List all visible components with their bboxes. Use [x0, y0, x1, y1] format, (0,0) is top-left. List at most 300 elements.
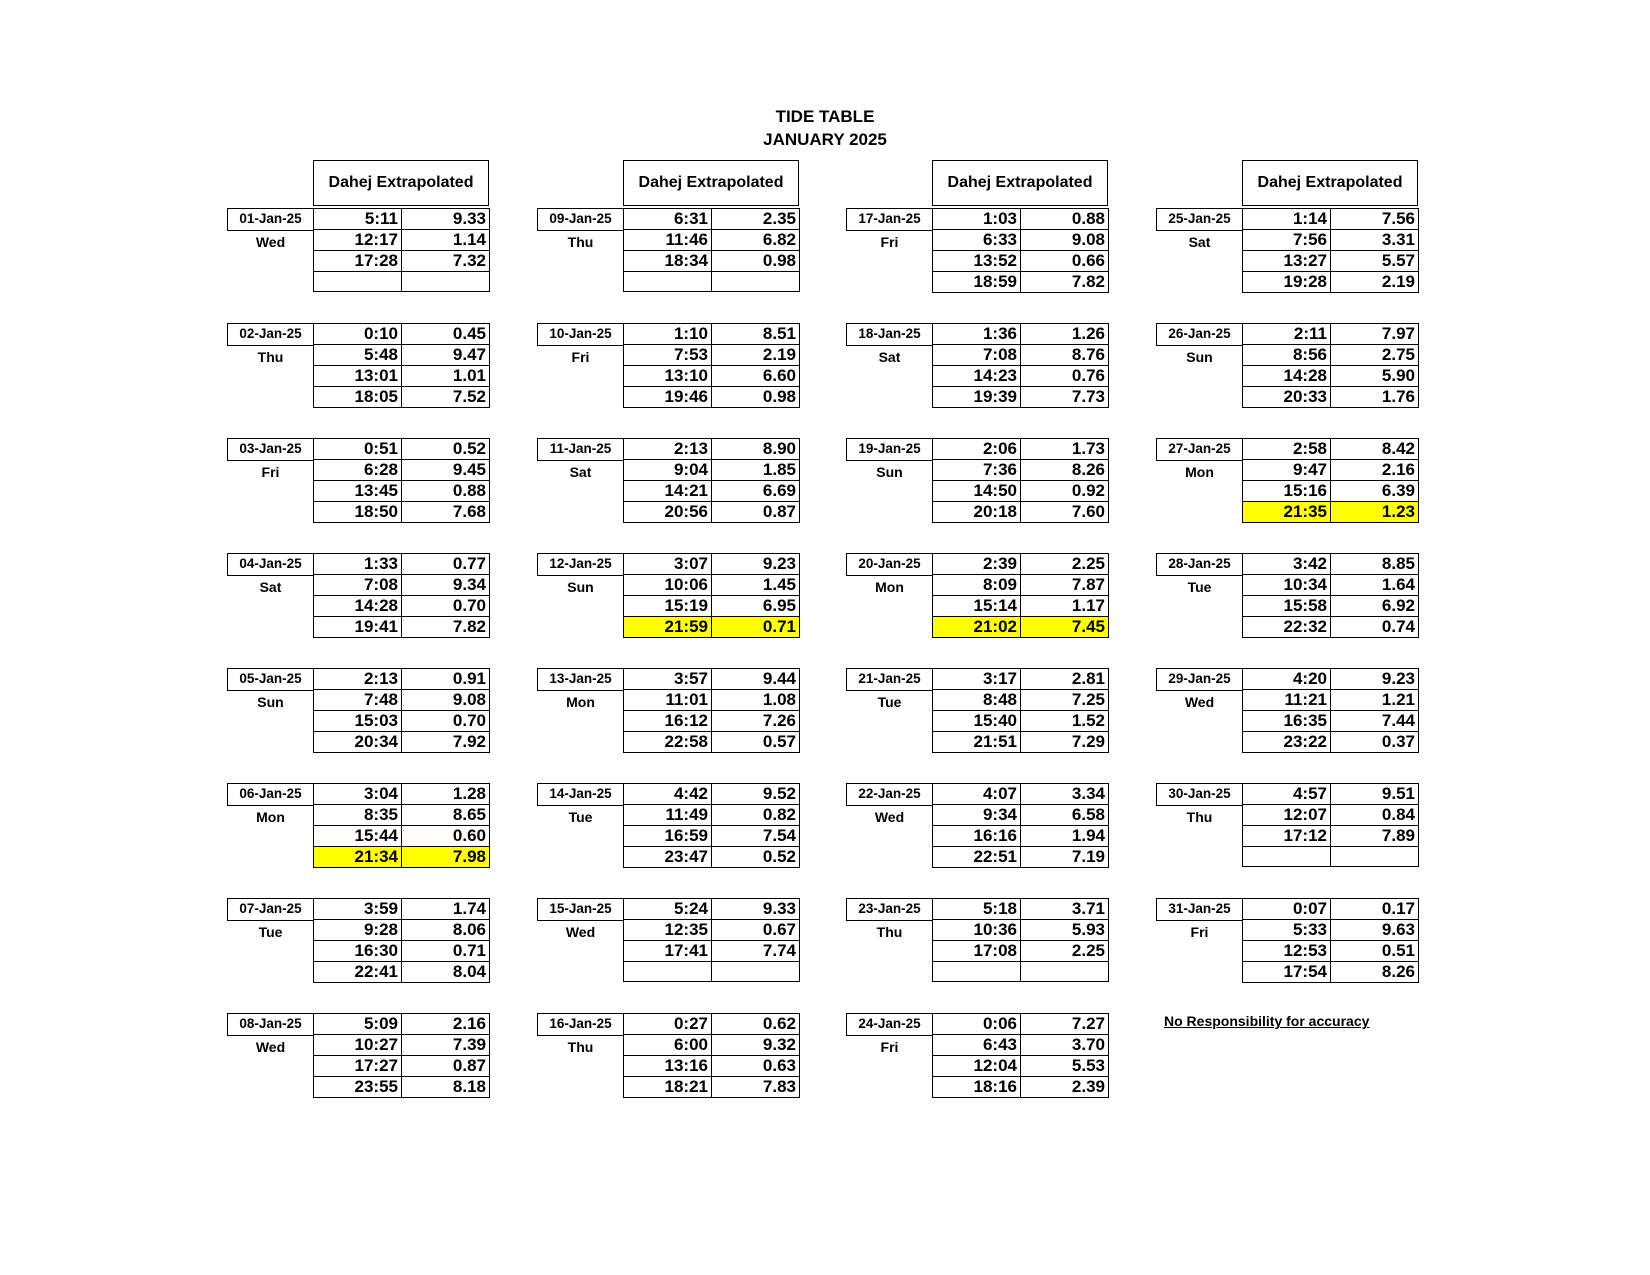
tide-row: [933, 345, 1109, 366]
tide-row: [1243, 345, 1419, 366]
date-label: 19-Jan-25: [846, 438, 933, 461]
disclaimer-note: No Responsibility for accuracy: [1164, 1013, 1370, 1029]
tide-height: [1021, 962, 1109, 982]
tide-height: 8.65: [402, 805, 490, 826]
tide-row: [314, 805, 490, 826]
tide-row: [624, 575, 800, 596]
tide-row: [933, 439, 1109, 460]
tide-row: [933, 617, 1109, 638]
weekday-label: Thu: [876, 924, 903, 940]
tide-time: 12:04: [933, 1056, 1021, 1077]
date-label: 27-Jan-25: [1156, 438, 1243, 461]
tide-height: 0.77: [402, 554, 490, 575]
tide-row: [314, 669, 490, 690]
tide-time: 4:42: [624, 784, 712, 805]
tide-grid: [623, 553, 800, 638]
tide-time: 1:14: [1243, 209, 1331, 230]
tide-time: 16:30: [314, 941, 402, 962]
tide-time: 2:11: [1243, 324, 1331, 345]
tide-row: [933, 805, 1109, 826]
tide-grid: [313, 323, 490, 408]
tide-row: [624, 690, 800, 711]
date-label: 26-Jan-25: [1156, 323, 1243, 346]
tide-grid: [623, 208, 800, 292]
tide-row: [624, 732, 800, 753]
tide-time: 5:09: [314, 1014, 402, 1035]
tide-row: [314, 324, 490, 345]
tide-height: 2.39: [1021, 1077, 1109, 1098]
tide-height: 2.16: [1331, 460, 1419, 481]
tide-row: [1243, 617, 1419, 638]
tide-row: [314, 1077, 490, 1098]
tide-time: 16:12: [624, 711, 712, 732]
tide-row: [1243, 690, 1419, 711]
tide-row: [933, 920, 1109, 941]
date-label: 14-Jan-25: [537, 783, 624, 806]
weekday-label: Fri: [261, 464, 280, 480]
tide-row: [624, 899, 800, 920]
tide-time: 8:56: [1243, 345, 1331, 366]
tide-height: 8.85: [1331, 554, 1419, 575]
tide-height: 7.92: [402, 732, 490, 753]
date-label: 05-Jan-25: [227, 668, 314, 691]
tide-height: 6.92: [1331, 596, 1419, 617]
tide-row: [1243, 366, 1419, 387]
tide-height: 0.70: [402, 711, 490, 732]
tide-time: 19:41: [314, 617, 402, 638]
tide-row: [624, 784, 800, 805]
tide-row: [1243, 711, 1419, 732]
tide-height: 7.82: [1021, 272, 1109, 293]
tide-time: 17:12: [1243, 826, 1331, 847]
tide-time: 6:28: [314, 460, 402, 481]
tide-row: [933, 251, 1109, 272]
tide-time: 15:03: [314, 711, 402, 732]
tide-height: 1.17: [1021, 596, 1109, 617]
tide-row: [314, 481, 490, 502]
tide-height: 0.52: [712, 847, 800, 868]
tide-height: 7.44: [1331, 711, 1419, 732]
tide-height: 0.98: [712, 251, 800, 272]
tide-time: 13:16: [624, 1056, 712, 1077]
tide-height: 9.23: [1331, 669, 1419, 690]
tide-grid: [313, 1013, 490, 1098]
tide-height: 7.98: [402, 847, 490, 868]
tide-time: 22:41: [314, 962, 402, 983]
tide-height: 7.97: [1331, 324, 1419, 345]
tide-row: [624, 1014, 800, 1035]
tide-time: 13:10: [624, 366, 712, 387]
tide-time: 2:06: [933, 439, 1021, 460]
tide-row: [314, 941, 490, 962]
weekday-label: Sat: [569, 464, 592, 480]
tide-row: [314, 387, 490, 408]
tide-height: 6.39: [1331, 481, 1419, 502]
tide-time: 11:49: [624, 805, 712, 826]
tide-height: 8.04: [402, 962, 490, 983]
tide-time: 2:58: [1243, 439, 1331, 460]
tide-grid: [623, 898, 800, 982]
tide-time: 6:33: [933, 230, 1021, 251]
tide-height: 0.60: [402, 826, 490, 847]
tide-time: 15:16: [1243, 481, 1331, 502]
tide-height: 9.44: [712, 669, 800, 690]
tide-time: 10:36: [933, 920, 1021, 941]
tide-time: 15:14: [933, 596, 1021, 617]
tide-row: [624, 460, 800, 481]
tide-time: 2:13: [624, 439, 712, 460]
tide-time: 21:02: [933, 617, 1021, 638]
tide-height: 0.88: [1021, 209, 1109, 230]
tide-row: [314, 230, 490, 251]
date-label: 04-Jan-25: [227, 553, 314, 576]
tide-time: 14:21: [624, 481, 712, 502]
tide-row: [933, 575, 1109, 596]
tide-grid: [1242, 783, 1419, 867]
weekday-label: Fri: [880, 1039, 899, 1055]
tide-row: [314, 962, 490, 983]
tide-height: 9.33: [402, 209, 490, 230]
tide-height: 9.63: [1331, 920, 1419, 941]
tide-time: [933, 962, 1021, 982]
tide-height: 6.95: [712, 596, 800, 617]
tide-time: 20:33: [1243, 387, 1331, 408]
tide-height: 1.23: [1331, 502, 1419, 523]
tide-row: [1243, 784, 1419, 805]
tide-height: 8.51: [712, 324, 800, 345]
tide-time: 1:03: [933, 209, 1021, 230]
tide-height: 9.32: [712, 1035, 800, 1056]
tide-time: [1243, 847, 1331, 867]
weekday-label: Wed: [565, 924, 596, 940]
tide-time: 9:34: [933, 805, 1021, 826]
tide-row: [624, 1035, 800, 1056]
tide-height: 2.35: [712, 209, 800, 230]
weekday-label: Tue: [877, 694, 902, 710]
tide-row: [933, 481, 1109, 502]
tide-grid: [623, 1013, 800, 1098]
tide-height: 0.17: [1331, 899, 1419, 920]
tide-time: 15:58: [1243, 596, 1331, 617]
tide-row: [624, 345, 800, 366]
tide-row: [624, 617, 800, 638]
tide-time: 5:18: [933, 899, 1021, 920]
tide-height: 0.67: [712, 920, 800, 941]
weekday-label: Sun: [1186, 349, 1213, 365]
tide-height: 3.34: [1021, 784, 1109, 805]
tide-height: 7.87: [1021, 575, 1109, 596]
tide-time: 13:52: [933, 251, 1021, 272]
tide-time: 15:19: [624, 596, 712, 617]
tide-time: 0:51: [314, 439, 402, 460]
tide-grid: [932, 553, 1109, 638]
date-label: 28-Jan-25: [1156, 553, 1243, 576]
tide-height: 5.90: [1331, 366, 1419, 387]
tide-height: 9.08: [1021, 230, 1109, 251]
tide-time: 4:07: [933, 784, 1021, 805]
tide-height: 7.89: [1331, 826, 1419, 847]
column-header: Dahej Extrapolated: [313, 160, 489, 206]
date-label: 12-Jan-25: [537, 553, 624, 576]
date-label: 07-Jan-25: [227, 898, 314, 921]
tide-row: [933, 1056, 1109, 1077]
tide-row: [933, 502, 1109, 523]
tide-row: [314, 575, 490, 596]
tide-height: [402, 272, 490, 292]
tide-row: [933, 711, 1109, 732]
tide-time: [624, 962, 712, 982]
tide-row: [933, 941, 1109, 962]
tide-time: 16:16: [933, 826, 1021, 847]
tide-height: 0.37: [1331, 732, 1419, 753]
weekday-label: Tue: [258, 924, 283, 940]
tide-height: 7.54: [712, 826, 800, 847]
tide-time: 23:47: [624, 847, 712, 868]
tide-row: [314, 1056, 490, 1077]
tide-row: [624, 439, 800, 460]
date-label: 21-Jan-25: [846, 668, 933, 691]
date-label: 09-Jan-25: [537, 208, 624, 231]
tide-height: 7.52: [402, 387, 490, 408]
tide-height: 5.93: [1021, 920, 1109, 941]
date-label: 15-Jan-25: [537, 898, 624, 921]
tide-time: 7:48: [314, 690, 402, 711]
tide-row: [624, 1077, 800, 1098]
tide-row: [1243, 209, 1419, 230]
tide-row: [933, 847, 1109, 868]
tide-row: [933, 596, 1109, 617]
weekday-label: Tue: [1187, 579, 1212, 595]
tide-time: 15:44: [314, 826, 402, 847]
tide-row: [624, 962, 800, 982]
tide-height: 0.91: [402, 669, 490, 690]
tide-height: 0.52: [402, 439, 490, 460]
tide-time: 23:22: [1243, 732, 1331, 753]
tide-height: 0.62: [712, 1014, 800, 1035]
tide-height: 1.26: [1021, 324, 1109, 345]
date-label: 02-Jan-25: [227, 323, 314, 346]
tide-time: 6:00: [624, 1035, 712, 1056]
weekday-label: Fri: [1190, 924, 1209, 940]
tide-time: 10:06: [624, 575, 712, 596]
tide-grid: [1242, 208, 1419, 293]
weekday-label: Mon: [1185, 464, 1214, 480]
tide-time: 3:59: [314, 899, 402, 920]
tide-grid: [932, 208, 1109, 293]
tide-grid: [313, 898, 490, 983]
tide-height: 1.52: [1021, 711, 1109, 732]
tide-row: [624, 272, 800, 292]
tide-row: [1243, 941, 1419, 962]
tide-row: [1243, 920, 1419, 941]
tide-row: [624, 554, 800, 575]
tide-height: 0.87: [402, 1056, 490, 1077]
tide-height: 3.70: [1021, 1035, 1109, 1056]
tide-row: [933, 690, 1109, 711]
weekday-label: Tue: [568, 809, 593, 825]
tide-grid: [313, 553, 490, 638]
tide-row: [1243, 324, 1419, 345]
weekday-label: Fri: [880, 234, 899, 250]
tide-time: 18:59: [933, 272, 1021, 293]
tide-time: 14:50: [933, 481, 1021, 502]
tide-height: 2.16: [402, 1014, 490, 1035]
tide-time: 20:34: [314, 732, 402, 753]
date-label: 22-Jan-25: [846, 783, 933, 806]
tide-time: 14:23: [933, 366, 1021, 387]
tide-row: [1243, 502, 1419, 523]
tide-grid: [313, 668, 490, 753]
tide-row: [1243, 669, 1419, 690]
tide-row: [933, 962, 1109, 982]
tide-height: 0.82: [712, 805, 800, 826]
tide-time: 6:43: [933, 1035, 1021, 1056]
date-label: 25-Jan-25: [1156, 208, 1243, 231]
tide-row: [314, 345, 490, 366]
tide-row: [624, 596, 800, 617]
date-label: 11-Jan-25: [537, 438, 624, 461]
tide-height: 8.06: [402, 920, 490, 941]
tide-time: 22:58: [624, 732, 712, 753]
tide-grid: [1242, 553, 1419, 638]
tide-height: 3.71: [1021, 899, 1109, 920]
tide-height: 7.19: [1021, 847, 1109, 868]
tide-time: 17:54: [1243, 962, 1331, 983]
tide-height: 7.56: [1331, 209, 1419, 230]
tide-row: [933, 324, 1109, 345]
tide-time: 17:08: [933, 941, 1021, 962]
date-label: 23-Jan-25: [846, 898, 933, 921]
tide-height: 7.25: [1021, 690, 1109, 711]
tide-time: 14:28: [1243, 366, 1331, 387]
tide-time: 13:45: [314, 481, 402, 502]
tide-height: 8.42: [1331, 439, 1419, 460]
tide-height: 9.34: [402, 575, 490, 596]
weekday-label: Sat: [878, 349, 901, 365]
tide-grid: [932, 323, 1109, 408]
tide-row: [1243, 272, 1419, 293]
tide-height: 1.21: [1331, 690, 1419, 711]
tide-row: [1243, 387, 1419, 408]
tide-row: [624, 847, 800, 868]
tide-height: 0.98: [712, 387, 800, 408]
tide-height: 7.68: [402, 502, 490, 523]
tide-row: [933, 1077, 1109, 1098]
tide-time: 3:57: [624, 669, 712, 690]
tide-height: 1.94: [1021, 826, 1109, 847]
tide-time: 1:10: [624, 324, 712, 345]
tide-time: 3:07: [624, 554, 712, 575]
tide-row: [314, 460, 490, 481]
tide-height: 9.33: [712, 899, 800, 920]
tide-height: 1.28: [402, 784, 490, 805]
tide-height: 0.92: [1021, 481, 1109, 502]
tide-height: 9.45: [402, 460, 490, 481]
tide-row: [314, 1014, 490, 1035]
page-title: TIDE TABLE: [775, 107, 875, 126]
tide-time: 18:34: [624, 251, 712, 272]
tide-grid: [1242, 668, 1419, 753]
tide-time: 9:47: [1243, 460, 1331, 481]
tide-time: 20:56: [624, 502, 712, 523]
tide-time: 4:20: [1243, 669, 1331, 690]
weekday-label: Fri: [571, 349, 590, 365]
tide-time: 9:28: [314, 920, 402, 941]
tide-grid: [1242, 438, 1419, 523]
tide-height: 7.74: [712, 941, 800, 962]
tide-row: [314, 502, 490, 523]
tide-time: 1:33: [314, 554, 402, 575]
tide-row: [314, 209, 490, 230]
tide-row: [1243, 439, 1419, 460]
tide-time: 7:08: [933, 345, 1021, 366]
tide-time: 21:35: [1243, 502, 1331, 523]
tide-time: 3:17: [933, 669, 1021, 690]
tide-row: [1243, 805, 1419, 826]
weekday-label: Thu: [567, 234, 594, 250]
tide-height: 5.53: [1021, 1056, 1109, 1077]
tide-row: [314, 439, 490, 460]
tide-row: [1243, 847, 1419, 867]
weekday-label: Wed: [874, 809, 905, 825]
tide-row: [624, 324, 800, 345]
tide-grid: [623, 323, 800, 408]
tide-time: 18:05: [314, 387, 402, 408]
tide-time: 22:32: [1243, 617, 1331, 638]
column-header: Dahej Extrapolated: [623, 160, 799, 206]
tide-row: [933, 209, 1109, 230]
tide-time: 0:10: [314, 324, 402, 345]
tide-row: [624, 251, 800, 272]
tide-height: 6.58: [1021, 805, 1109, 826]
tide-row: [933, 669, 1109, 690]
tide-height: 0.57: [712, 732, 800, 753]
tide-height: 0.84: [1331, 805, 1419, 826]
tide-time: 5:33: [1243, 920, 1331, 941]
tide-height: 1.45: [712, 575, 800, 596]
tide-height: 1.76: [1331, 387, 1419, 408]
tide-height: 7.83: [712, 1077, 800, 1098]
tide-height: [1331, 847, 1419, 867]
tide-grid: [1242, 898, 1419, 983]
tide-height: 7.82: [402, 617, 490, 638]
tide-height: 8.90: [712, 439, 800, 460]
weekday-label: Mon: [566, 694, 595, 710]
tide-time: 2:13: [314, 669, 402, 690]
tide-grid: [932, 898, 1109, 982]
weekday-label: Thu: [257, 349, 284, 365]
tide-time: 0:06: [933, 1014, 1021, 1035]
tide-row: [1243, 732, 1419, 753]
weekday-label: Sun: [876, 464, 903, 480]
tide-height: 2.19: [712, 345, 800, 366]
tide-time: 7:08: [314, 575, 402, 596]
weekday-label: Wed: [255, 234, 286, 250]
tide-time: 22:51: [933, 847, 1021, 868]
tide-row: [624, 826, 800, 847]
tide-row: [1243, 899, 1419, 920]
tide-row: [933, 732, 1109, 753]
tide-row: [314, 251, 490, 272]
tide-time: 8:35: [314, 805, 402, 826]
tide-row: [624, 711, 800, 732]
tide-row: [1243, 596, 1419, 617]
date-label: 08-Jan-25: [227, 1013, 314, 1036]
weekday-label: Sat: [1188, 234, 1211, 250]
tide-row: [1243, 251, 1419, 272]
tide-row: [314, 826, 490, 847]
date-label: 29-Jan-25: [1156, 668, 1243, 691]
